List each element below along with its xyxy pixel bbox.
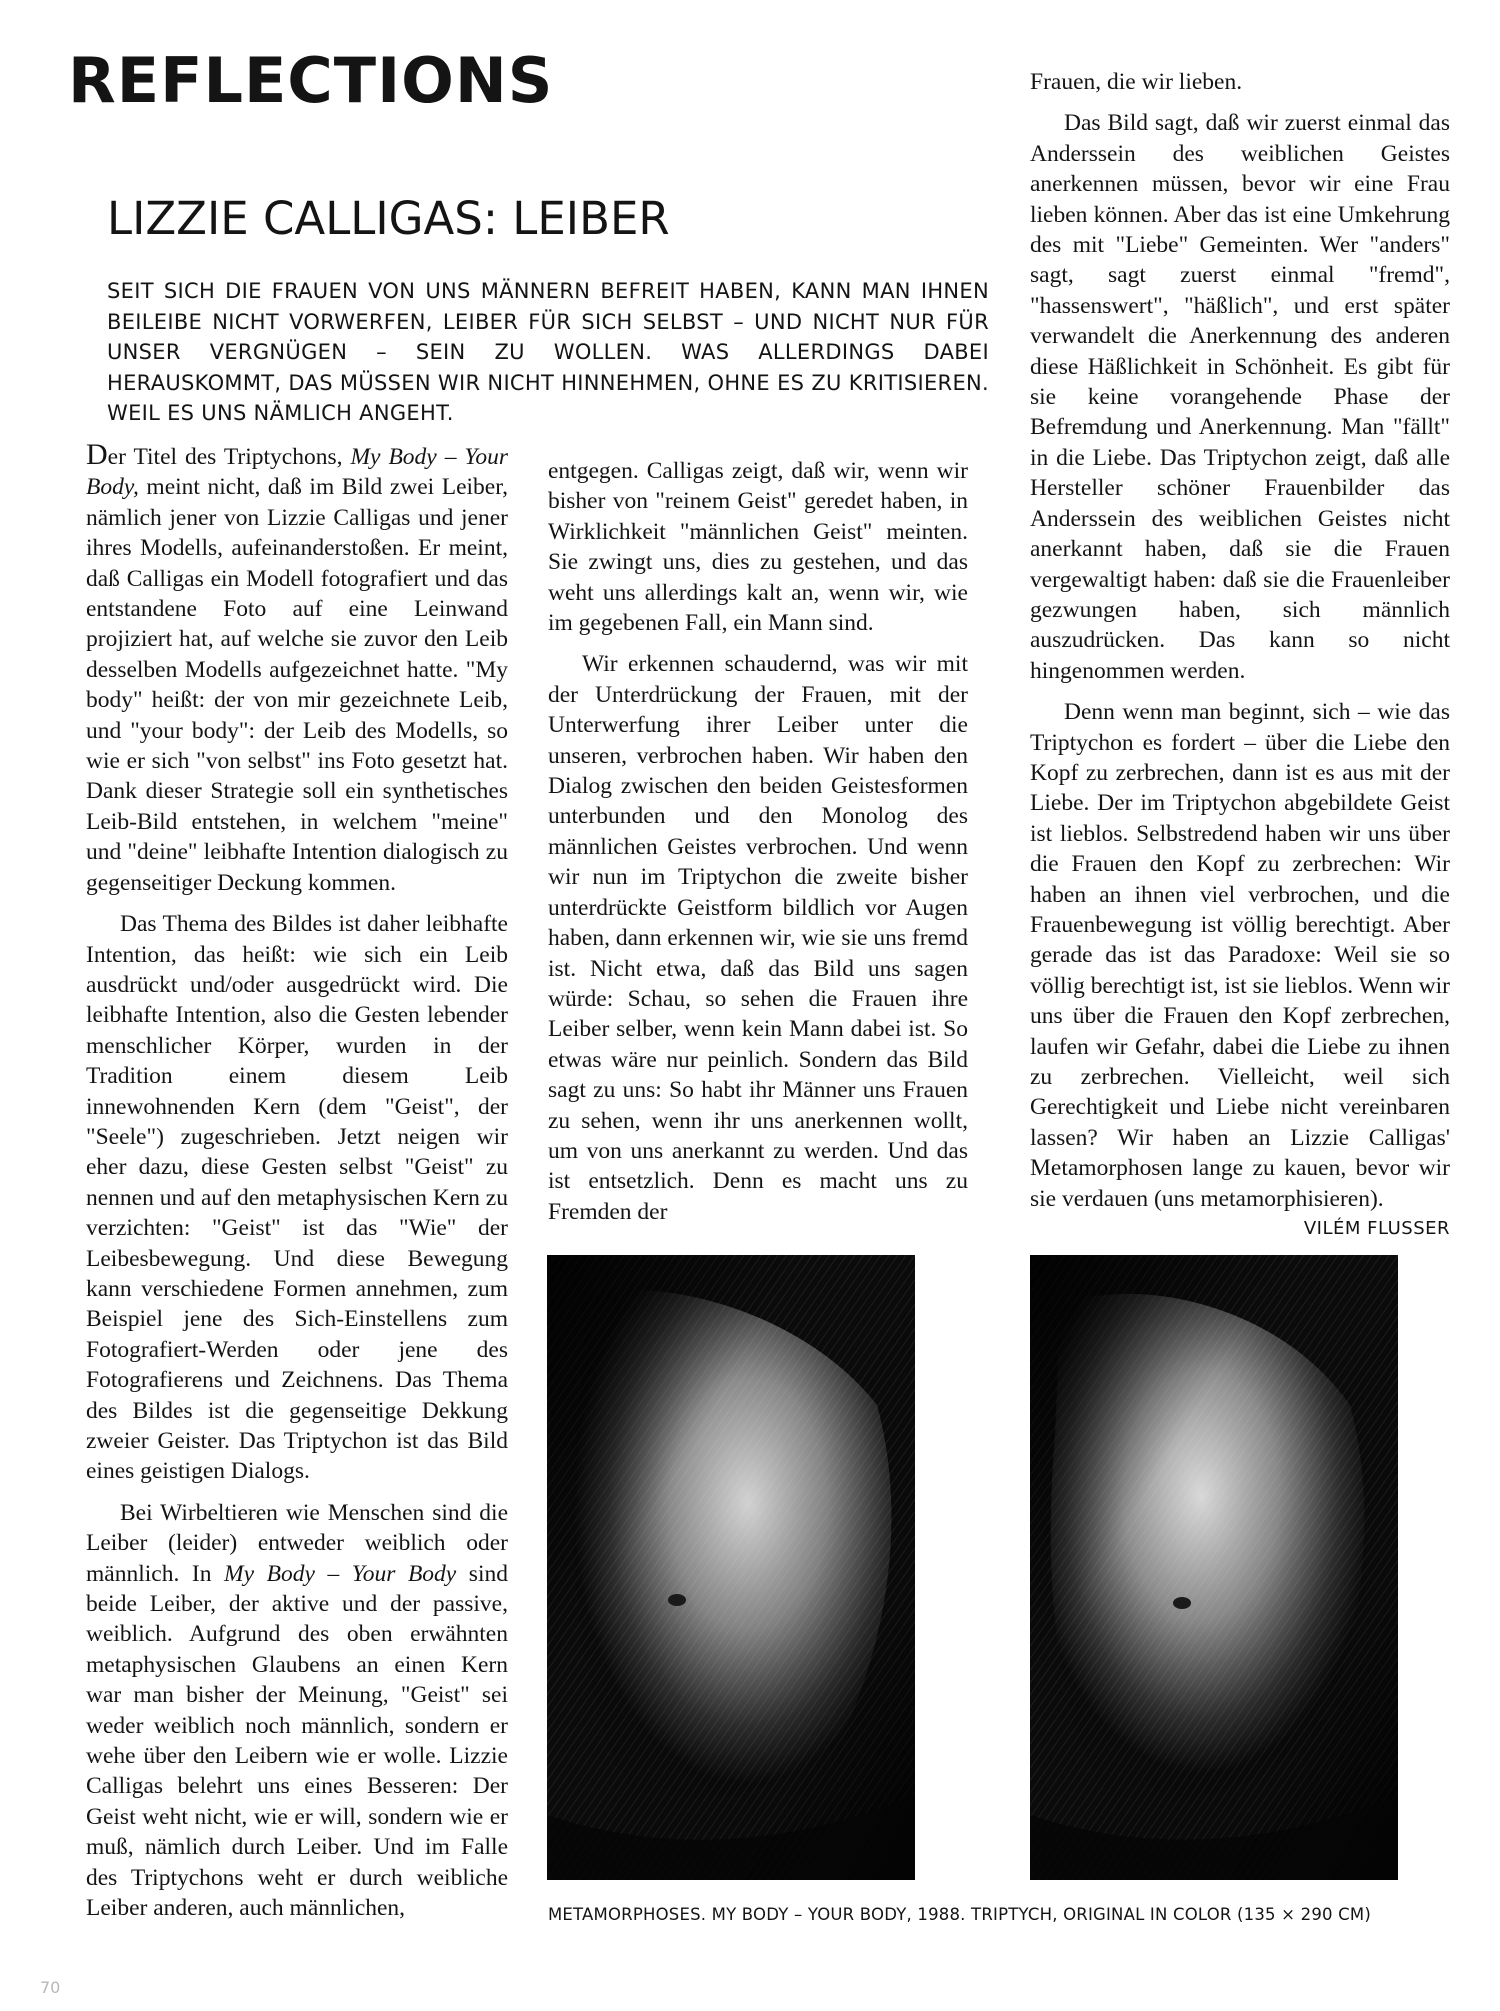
body-paragraph-3 bbox=[86, 1498, 508, 1924]
photo-torso-right bbox=[1030, 1255, 1398, 1880]
body-paragraph-6 bbox=[1030, 697, 1450, 1240]
author-byline: VILÉM FLUSSER bbox=[1303, 1218, 1450, 1240]
body-column-2 bbox=[548, 456, 968, 1227]
work-title: My Body – Your Body bbox=[224, 1560, 457, 1587]
article-title: LIZZIE CALLIGAS: LEIBER bbox=[107, 192, 670, 245]
body-text: er Titel des Triptychons, bbox=[107, 444, 351, 470]
body-paragraph-2: Das Thema des Bildes ist daher leibhafte Intention, das heißt: wie sich ein Leib ausdrückt und/oder ausgedrückt wird. Die leibhafte Intention, also die Gesten lebender menschlicher Körper, wurden in der Tradition einem diesem Leib innewohnenden Kern (dem "Geist", der "Seele") zugeschrieben. Jetzt neigen wir eher dazu, diese Gesten selbst "Geist" zu nennen und auf den metaphysischen Kern zu verzichten: "Geist" ist das "Wie" der Leibesbewegung. Und diese Bewegung kann verschiedene Formen annehmen, zum Beispiel jene des Sich-Einstellens zum Fotografiert-Werden oder jene des Fotografierens und Zeichnens. Das Thema des Bildes ist die gegenseitige Dekkung zweier Geister. Das Triptychon ist das Bild eines geistigen Dialogs. bbox=[86, 911, 508, 1485]
drop-cap: D bbox=[86, 438, 108, 471]
body-paragraph-5: Das Bild sagt, daß wir zuerst einmal das Anderssein des weiblichen Geistes anerkennen müssen, bevor wir eine Frau lieben können. Aber das ist eine Umkehrung des mit "Liebe" Gemeinten. Wer "anders" sagt, sagt zuerst einmal "fremd", "hassenswert", "häßlich", und erst später verwandelt die Anerkennung des anderen diese Häßlichkeit in Schönheit. Es gibt für sie keine vorangehende Phase der Befremdung und Anerkennung. Man "fällt" in die Liebe. Das Triptychon zeigt, daß alle Hersteller schöner Frauenbilder das Anderssein des weiblichen Geistes nicht anerkannt haben, daß sie die Frauen vergewaltigt haben: daß sie die Frauenleiber gezwungen haben, sich männlich auszudrücken. Das kann so nicht hingenommen werden. bbox=[1030, 110, 1450, 684]
section-title: REFLECTIONS bbox=[68, 44, 554, 117]
body-text: Bei Wirbeltieren wie Menschen sind die Leiber (leider) entweder weiblich oder männlich. In bbox=[86, 1499, 508, 1587]
body-paragraph-3-continued: entgegen. Calligas zeigt, daß wir, wenn wir bisher von "reinem Geist" geredet haben, in Wirklichkeit "männlichen Geist" meinten. Sie zwingt uns, dies zu gestehen, und das weht uns allerdings kalt an, wenn wir, wie im gegebenen Fall, ein Mann sind. bbox=[548, 458, 968, 637]
body-text: Denn wenn man beginnt, sich – wie das Triptychon es fordert – über die Liebe den Kopf zu zerbrechen, dann ist es aus mit der Liebe. Der im Triptychon abgebildete Geist ist lieblos. Selbstredend haben wir uns über die Frauen den Kopf zu zerbrechen: Wir haben an ihnen viel verbrochen, und die Frauenbewegung ist völlig berechtigt. Aber gerade das ist das Paradoxe: Weil sie so völlig berechtigt ist, ist sie lieblos. Wenn wir uns über die Frauen den Kopf zerbrechen, laufen wir Gefahr, dabei die Liebe zu ihnen zu zerbrechen. Vielleicht, weil sich Gerechtigkeit und Liebe nicht vereinbaren lassen? Wir haben an Lizzie Calligas' Metamorphosen lange zu kauen, bevor wir sie verdauen (uns metamorphisieren). bbox=[1030, 699, 1450, 1212]
body-column-1 bbox=[86, 440, 508, 1924]
work-title: My Body – Your Body, bbox=[86, 444, 508, 501]
photo-torso-icon bbox=[547, 1255, 915, 1880]
photo-torso-left bbox=[547, 1255, 915, 1880]
body-text: sind beide Leiber, der aktive und der passive, weiblich. Aufgrund des oben erwähnten metaphysischen Glaubens an einen Kern war man bisher der Meinung, "Geist" sei weder weiblich noch männlich, sondern er wehe über den Leibern wie er wolle. Lizzie Calligas belehrt uns eines Besseren: Der Geist weht nicht, wie er will, sondern wie er muß, nämlich durch Leiber. Und im Falle des Triptychons weht er durch weibliche Leiber anderen, auch männlichen, bbox=[86, 1560, 508, 1922]
body-paragraph-4-continued: Frauen, die wir lieben. bbox=[1030, 69, 1243, 95]
body-column-3 bbox=[1030, 67, 1450, 1244]
body-paragraph-4: Wir erkennen schaudernd, was wir mit der Unterdrückung der Frauen, mit der Unterwerfung ihrer Leiber unter die unseren, verbrochen haben. Wir haben den Dialog zwischen den beiden Geistesformen unterbunden und den Monolog des männlichen Geistes verbrochen. Und wenn wir nun im Triptychon die zweite bisher unterdrückte Geistform bildlich vor Augen haben, dann erkennen wir, wie sie uns fremd ist. Nicht etwa, daß das Bild uns sagen würde: Schau, so sehen die Frauen ihre Leiber selber, wenn kein Mann dabei ist. So etwas wäre nur peinlich. Sondern das Bild sagt zu uns: So habt ihr Männer uns Frauen zu sehen, wenn ihr uns anerkennen wollt, um von uns anerkannt zu werden. Und das ist entsetzlich. Denn es macht uns zu Fremden der bbox=[548, 651, 968, 1225]
lead-paragraph: SEIT SICH DIE FRAUEN VON UNS MÄNNERN BEFREIT HABEN, KANN MAN IHNEN BEILEIBE NICHT VORWERFEN, LEIBER FÜR SICH SELBST – UND NICHT NUR FÜR UNSER VERGNÜGEN – SEIN ZU WOLLEN. WAS ALLERDINGS DABEI HERAUSKOMMT, DAS MÜSSEN WIR NICHT HINNEHMEN, OHNE ES ZU KRITISIEREN. WEIL ES UNS NÄMLICH ANGEHT. bbox=[107, 279, 989, 425]
body-text: meint nicht, daß im Bild zwei Leiber, nämlich jener von Lizzie Calligas und jener ihres Modells, aufeinanderstoßen. Er meint, daß Calligas ein Modell fotografiert und das entstandene Foto auf eine Leinwand projiziert hat, auf welche sie zuvor den Leib desselben Modells aufgezeichnet hatte. "My body" heißt: der von mir gezeichnete Leib, und "your body": der Leib des Modells, so wie er sich "von selbst" ins Foto gesetzt hat. Dank dieser Strategie soll ein synthetisches Leib-Bild entstehen, in welchem "meine" und "deine" leibhafte Intention dialogisch zu gegenseitiger Deckung kommen. bbox=[86, 474, 508, 896]
page-number: 70 bbox=[40, 1978, 61, 1997]
body-paragraph-1 bbox=[86, 440, 508, 898]
photo-caption: METAMORPHOSES. MY BODY – YOUR BODY, 1988. TRIPTYCH, ORIGINAL IN COLOR (135 × 290 CM) bbox=[548, 1905, 1371, 1924]
photo-torso-icon bbox=[1030, 1255, 1398, 1880]
